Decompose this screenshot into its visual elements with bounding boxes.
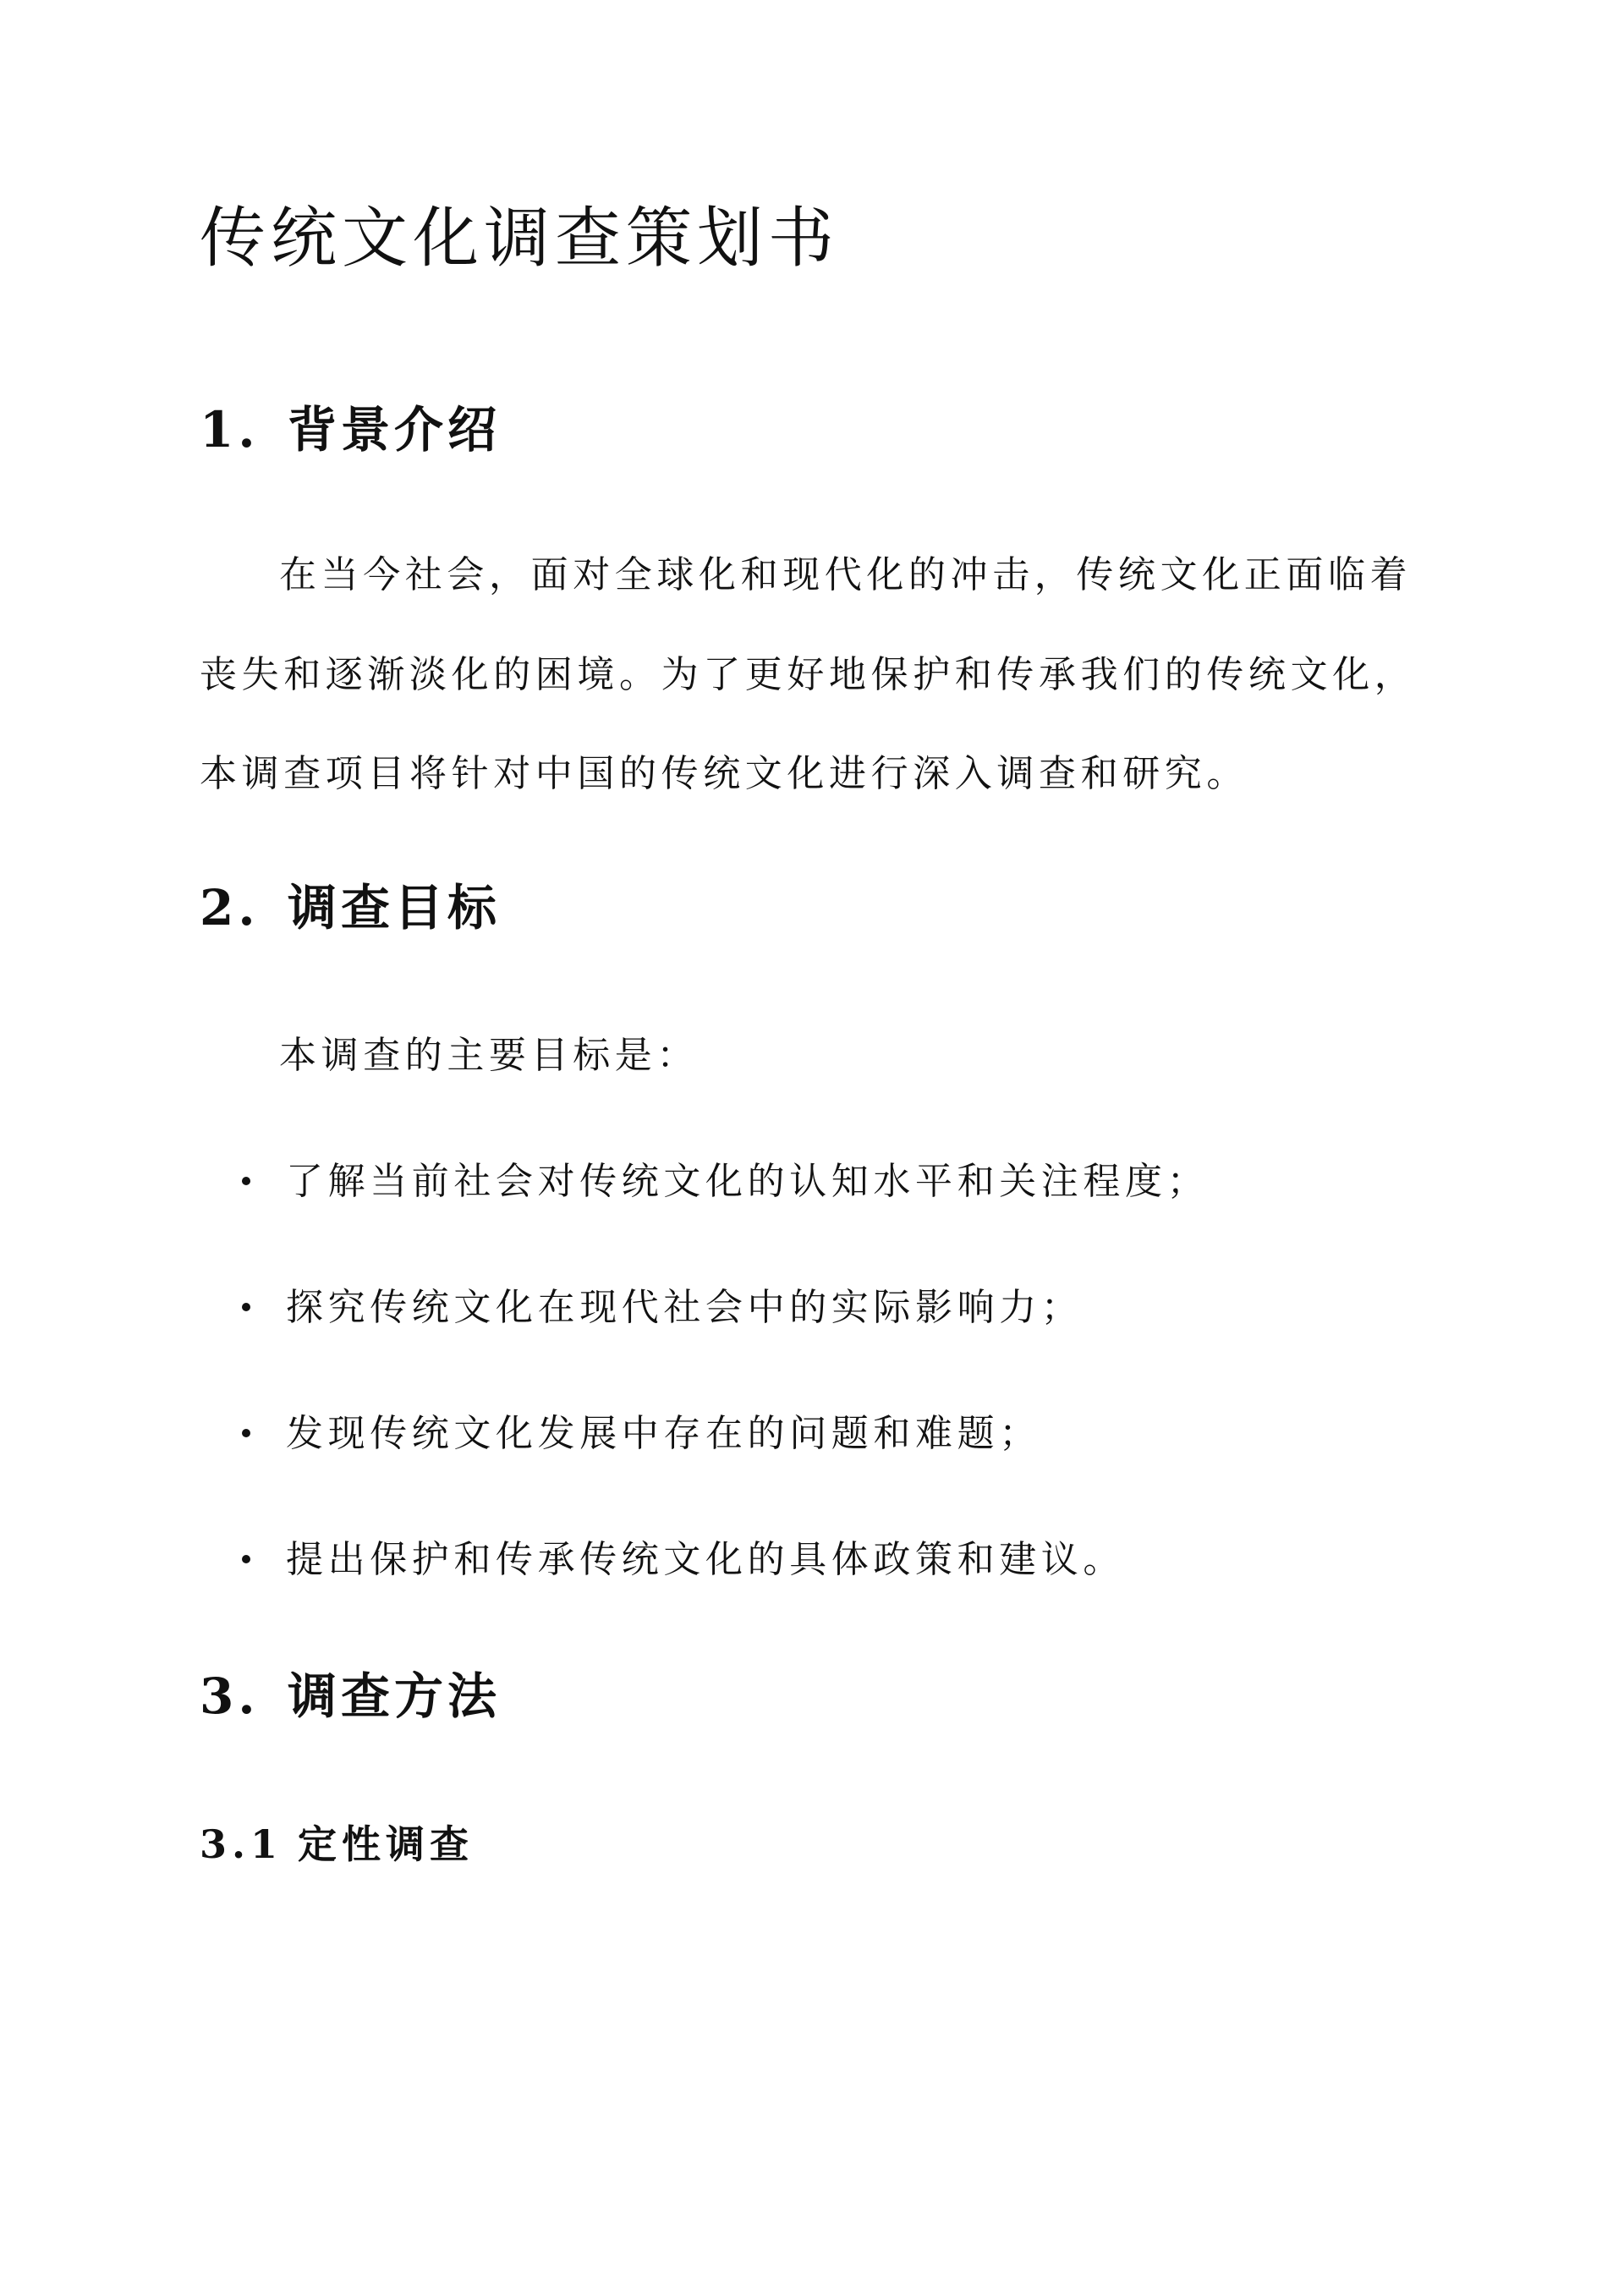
- list-item-text: 了解当前社会对传统文化的认知水平和关注程度；: [286, 1160, 1210, 1203]
- list-item-text: 探究传统文化在现代社会中的实际影响力；: [286, 1286, 1084, 1329]
- section-title: 背景介绍: [288, 401, 502, 459]
- paragraph-line: 本调查项目将针对中国的传统文化进行深入调查和研究。: [200, 752, 1248, 795]
- list-item: [242, 1535, 1125, 1585]
- list-item-text: 发现传统文化发展中存在的问题和难题；: [286, 1412, 1041, 1455]
- paragraph-line: 在当今社会，面对全球化和现代化的冲击，传统文化正面临着: [279, 553, 1413, 596]
- subsection-title: 定性调查: [298, 1821, 474, 1867]
- section-number: 1.: [200, 401, 260, 459]
- section-heading-background: [200, 396, 501, 464]
- section-number: 2.: [200, 879, 260, 937]
- bullet-icon: [242, 1429, 250, 1437]
- paragraph-line: 丧失和逐渐淡化的困境。为了更好地保护和传承我们的传统文化，: [200, 653, 1417, 696]
- bullet-icon: [242, 1177, 250, 1185]
- bullet-icon: [242, 1555, 250, 1563]
- section-title: 调查目标: [288, 879, 502, 937]
- document-title: 传统文化调查策划书: [200, 200, 840, 277]
- subsection-number: 3.1: [200, 1821, 283, 1867]
- section-title: 调查方法: [288, 1667, 502, 1725]
- section-heading-methods: [200, 1662, 501, 1730]
- bullet-icon: [242, 1303, 250, 1311]
- section-number: 3.: [200, 1667, 260, 1725]
- list-item: [242, 1409, 1041, 1459]
- section-heading-objectives: [200, 874, 501, 942]
- list-item: [242, 1283, 1083, 1333]
- objectives-intro: 本调查的主要目标是：: [279, 1034, 699, 1077]
- list-item-text: 提出保护和传承传统文化的具体政策和建议。: [286, 1538, 1125, 1581]
- list-item: [242, 1156, 1209, 1207]
- subsection-heading-qualitative: [200, 1817, 474, 1871]
